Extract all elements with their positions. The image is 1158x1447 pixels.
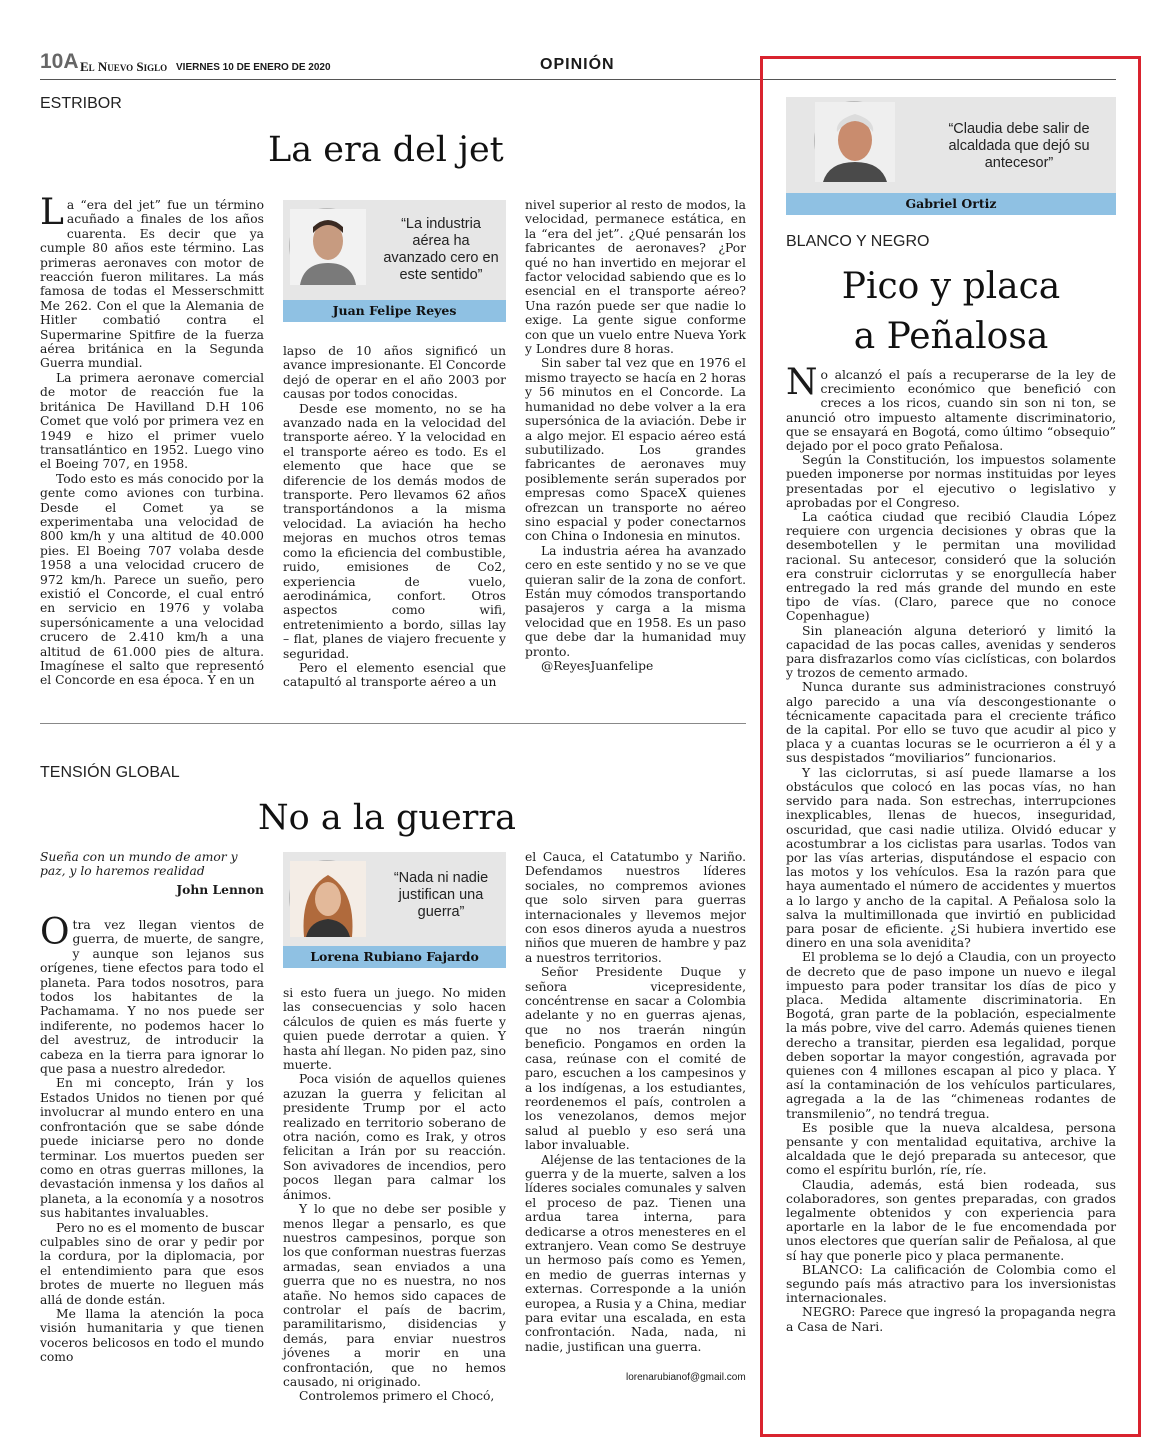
article1-column-1: [40, 192, 264, 700]
author-email[interactable]: lorenarubianof@gmail.com: [626, 1372, 746, 1383]
epigraph: Sueña con un mundo de amor y paz, y lo haremos realidad: [40, 850, 238, 879]
pull-quote: “Nada ni nadie justifican una guerra”: [393, 870, 489, 920]
article3-body: [786, 362, 1116, 1388]
dropcap: N: [786, 362, 818, 403]
twitter-handle[interactable]: @ReyesJuanfelipe: [541, 659, 654, 673]
article2-column-3: [525, 850, 746, 1372]
paragraph: BLANCO: La calificación de Colombia como el segundo país más atractivo para los inversionistas internacionales.: [786, 1261, 1116, 1306]
article1-headline: La era del jet: [268, 130, 504, 170]
paragraph: Nunca durante sus administraciones construyó algo parecido a una vía descongestionante o técnicamente capacitada para el creciente tráfico de la capital. Por ello se tuvo que acudir al pico y placa y a cuantas locuras se le ocurrieron a él y a sus despistados “moviliarios” funcionarios.: [786, 679, 1116, 766]
paragraph: si esto fuera un juego. No miden las consecuencias y solo hacen cálculos de quien es más fuerte y quien puede derrotar a quien. Y hasta ahí llegan. No piden paz, sino muerte.: [283, 986, 506, 1073]
paragraph: tra vez llegan vientos de guerra, de muerte, de sangre, y aunque son lejanos sus orígenes, tiene efectos para todo el planeta. Para todos nosotros, para todos los habitantes de la Pachamama. Y no nos puede ser indiferente, no podemos hacer lo del avestruz, de introducir la cabeza en la tierra para ignorar lo que pasa a nuestro alrededor.: [40, 918, 264, 1077]
paragraph: Pero el elemento esencial que catapultó al transporte aéreo a un: [283, 660, 506, 690]
paragraph: En mi concepto, Irán y los Estados Unidos no tienen por qué involucrar al mundo entero en una confrontación que se sabe dónde puede iniciarse pero no donde terminar. Los muertos pueden ser como en otras guerras millones, la devastación inmensa y los daños al planeta, a la economía y a nosotros sus habitantes invaluables.: [40, 1076, 264, 1221]
paragraph: La industria aérea ha avanzado cero en este sentido y no se ve que quieran salir de la zona de confort. Están muy cómodos transportando pasajeros y carga a la misma velocidad que en 1958. Es un paso que debe dar la humanidad muy pronto.: [525, 543, 746, 659]
article-divider: [40, 723, 746, 724]
section-title: OPINIÓN: [540, 56, 615, 73]
paragraph: o alcanzó el país a recuperarse de la ley de crecimiento económico que benefició con creces a los ricos, cuando sin son ni ton, se anunció otro impuesto altamente discriminatorio, que se ensayará en Bogotá, como último “obsequio” dejado por el poco grato Peñalosa.: [786, 367, 1116, 454]
portrait-icon: [290, 861, 366, 937]
paragraph: Claudia, además, está bien rodeada, sus colaboradores, son gentes preparadas, con grados legalmente obtenidos y con experiencia para aportarle en la labor de le fue encomendada por unos electores que querían salir de Peñalosa, al que sí hay que ponerle pico y placa permanente.: [786, 1176, 1116, 1263]
author-avatar: [814, 101, 894, 181]
paragraph: NEGRO: Parece que ingresó la propaganda negra a Casa de Nari.: [786, 1304, 1116, 1334]
paragraph: El problema se lo dejó a Claudia, con un proyecto de decreto que de paso impone un nuevo e ilegal impuesto para poder transitar los días de pico y placa. Medida altamente discriminatoria. En Bogotá, gran parte de la población, especialmente la más pobre, vive del carro. Además quienes tienen derecho a transitar, pierden esa legalidad, porque deben soportar la mayor congestión, agravada por quienes con 4 millones escapan al pico y placa. Y así la contaminación de los vehículos particulares, agregada a la de las “chimeneas rodantes de transmilenio”, no tendrá tregua.: [786, 949, 1116, 1121]
article2-column-1: [40, 912, 264, 1390]
pull-quote: “La industria aérea ha avanzado cero en este sentido”: [383, 216, 499, 283]
paragraph: Me llama la atención la poca visión humanitaria y que tienen voceros belicosos en todo el mundo como: [40, 1306, 264, 1365]
article3-headline-line2: a Peñalosa: [853, 316, 1049, 357]
article1-column-3: [525, 198, 746, 700]
paragraph: el Cauca, el Catatumbo y Nariño. Defendamos nuestros líderes sociales, no compremos aviones que solo sirven para guerras internacionales y llevemos mejor con esos dineros ayuda a nuestros niños que mueren de hambre y paz a nuestros territorios.: [525, 850, 746, 965]
paragraph: Pero no es el momento de buscar culpables sino de orar y pedir por la cordura, por la diplomacia, por el entendimiento para que esos brotes de muerte no lleguen más allá de donde están.: [40, 1220, 264, 1307]
pull-quote: “Claudia debe salir de alcaldada que dejó su antecesor”: [948, 121, 1090, 171]
epigraph-author: John Lennon: [176, 882, 264, 897]
paragraph: a “era del jet” fue un término acuñado a finales de los años cuarenta. Es decir que ya cumple 80 años este término. Las primeras aeronaves con motor de reacción fueron militares. La más famosa de todas el Messerschmitt Me 262. Con el que la Alemania de Hitler combatió contra el Supermarine Spitfire de la fuerza aérea británica en la Segunda Guerra mundial.: [40, 198, 264, 371]
paragraph: Y lo que no debe ser posible y menos llegar a pensarlo, es que nuestros campesinos, porque son los que conforman nuestras fuerzas armadas, sean enviados a una guerra que no es nuestra, no nos atañe. No hemos sido capaces de controlar el país de bacrim, paramilitarismo, disidencias y demás, para enviar nuestros jóvenes a morir en una confrontación, que no hemos causado, ni originado.: [283, 1202, 506, 1389]
paragraph: Sin saber tal vez que en 1976 el mismo trayecto se hacía en 2 horas y 56 minutos en el Concorde. La humanidad no debe volver a la era supersónica de la aviación. Debe ir a algo mejor. El espacio aéreo está subutilizado. Los grandes fabricantes de aeronaves muy posiblemente serán superados por empresas como SpaceX quienes ofrezcan un transporte no aéreo sino espacial y poder conectarnos con China o Indonesia en minutos.: [525, 356, 746, 544]
paragraph: lapso de 10 años significó un avance impresionante. El Concorde dejó de operar en el año 2003 por causas por todos conocidas.: [283, 344, 506, 402]
author-avatar: [289, 208, 365, 284]
dropcap: L: [40, 192, 64, 233]
page-number: 10A: [40, 50, 79, 73]
article3-headline-line1: Pico y placa: [841, 266, 1061, 307]
article3-kicker: BLANCO Y NEGRO: [786, 233, 930, 250]
paragraph: Aléjense de las tentaciones de la guerra y de la muerte, salven a los líderes sociales comunales y salven el proceso de paz. Tienen una ardua tarea interna, para dedicarse a otros menesteres en el extranjero. Vean como Se destruye un hermoso país como es Yemen, en medio de guerras internas y externas. Corresponde a la unión europea, a Rusia y a China, mediar para evitar una escalada, en esta confrontación. Nada, nada, ni nadie, justifican una guerra.: [525, 1152, 746, 1354]
paragraph: Señor Presidente Duque y señora vicepresidente, concéntrense en sacar a Colombia adelante y no en guerras ajenas, que no nos traerán ningún beneficio. Pongamos en orden la casa, reúnase con el comité de paro, escuchen a los campesinos y a los indígenas, a los estudiantes, reordenemos el país, controlen a los venezolanos, demos mejor salud al pueblo y eso será una labor invaluable.: [525, 965, 746, 1153]
author-name: Gabriel Ortiz: [786, 193, 1116, 215]
paragraph: Sin planeación alguna deterioró y limitó la capacidad de las pocas calles, avenidas y senderos para disfrazarlos como vías ciclísticas, con bolardos y trozos de cemento armado.: [786, 622, 1116, 681]
author-box-gabriel-ortiz: [786, 97, 1116, 215]
paragraph: Según la Constitución, los impuestos solamente pueden imponerse por normas instituidas por leyes presentadas por el ejecutivo o legislativo y aprobadas por el Congreso.: [786, 452, 1116, 510]
portrait-icon: [290, 209, 366, 285]
article2-column-2: [283, 986, 506, 1404]
portrait-icon: [815, 102, 895, 182]
article1-column-2: [283, 344, 506, 700]
author-box-juan-felipe-reyes: [283, 200, 506, 322]
issue-date: VIERNES 10 DE ENERO DE 2020: [176, 62, 331, 73]
paragraph: La caótica ciudad que recibió Claudia López requiere con urgencia decisiones y obras que la desembotellen y le permitan una movilidad racional. Su antecesor, consideró que la solución era construir ciclorrutas y se enorgullecía haber entregado la red más grande del mundo en este tipo de vías. (Claro, parece que no conoce Copenhague): [786, 509, 1116, 624]
author-name: Lorena Rubiano Fajardo: [283, 946, 506, 968]
paragraph: La primera aeronave comercial de motor de reacción fue la británica De Havilland D.H 106 Comet que voló por primera vez en 1949 e hizo el primer vuelo transatlántico en 1952. Luego vino el Boeing 707, en 1958.: [40, 370, 264, 472]
article2-headline: No a la guerra: [258, 798, 516, 838]
paragraph: Es posible que la nueva alcaldesa, persona pensante y con mentalidad equitativa, archive la alcaldada que le dejó preparada su antecesor, que como el espíritu burlón, ríe, ríe.: [786, 1119, 1116, 1178]
paragraph: Poca visión de aquellos quienes azuzan la guerra y felicitan al presidente Trump por el acto realizado en territorio soberano de otra nación, como es Irak, y otros felicitan a Irán por su reacción. Son avivadores de incendios, pero pocos llegan para calmar los ánimos.: [283, 1072, 506, 1202]
paragraph: Desde ese momento, no se ha avanzado nada en la velocidad del transporte aéreo. Y la velocidad en el transporte aéreo es todo. Es el elemento que hace que se diferencie de los demás modos de transporte. Pero llevamos 62 años transportándonos a la misma velocidad. La aviación ha hecho mejoras en muchos otros temas como la eficiencia del combustible, ruido, emisiones de Co2, experiencia de vuelo, aerodinámica, confort. Otros aspectos como wifi, entretenimiento a bordo, sillas lay – flat, planes de viajero frecuente y seguridad.: [283, 401, 506, 661]
newspaper-name: El Nuevo Siglo: [80, 59, 168, 74]
author-name: Juan Felipe Reyes: [283, 300, 506, 322]
dropcap: O: [40, 912, 70, 953]
author-box-lorena-rubiano-fajardo: [283, 852, 506, 968]
paragraph: Todo esto es más conocido por la gente como aviones con turbina. Desde el Comet ya se experimentaba una velocidad de 800 km/h y una altitud de 40.000 pies. El Boeing 707 volaba desde 1958 a una velocidad crucero de 972 km/h. Parece un sueño, pero existió el Concorde, el cual entró en servicio en 1976 y volaba supersónicamente a una velocidad crucero de 2.410 km/h a una altitud de 61.000 pies de altura. Imagínese el salto que representó el Concorde en esa época. Y en un: [40, 471, 264, 688]
paragraph: Controlemos primero el Chocó,: [299, 1389, 495, 1404]
article1-kicker: ESTRIBOR: [40, 95, 122, 112]
article2-kicker: TENSIÓN GLOBAL: [40, 764, 180, 781]
paragraph: Y las ciclorrutas, si así puede llamarse a los obstáculos que colocó en las pocas vías, no han servido para nada. Son estrechas, interrupciones inexplicables, llenas de huecos, inseguridad, oscuridad, que casi nadie utiliza. Olvidó educar y acostumbrar a los ciclistas para usarlas. Todos van por las vías arterias, disputándose el espacio con las motos y los vehículos. Esa la razón para que haya aumentado el número de accidentes y muertos a lo largo y ancho de la capital. A Peñalosa solo la salva la multimillonada que invirtió en publicidad para posar de eficiente. ¿Si hubiera invertido ese dinero en una sola avenidita?: [786, 764, 1116, 951]
paragraph: nivel superior al resto de modos, la velocidad, permanece estática, en la “era del jet”. ¿Qué pensarán los fabricantes de aeronaves? ¿Por qué no han invertido en mejorar el factor velocidad sabiendo que es lo esencial en el transporte aéreo? Una razón puede ser que nadie lo exige. La gente sigue conforme con que un vuelo entre Nueva York y Londres dure 8 horas.: [525, 198, 746, 357]
author-avatar: [289, 860, 365, 936]
